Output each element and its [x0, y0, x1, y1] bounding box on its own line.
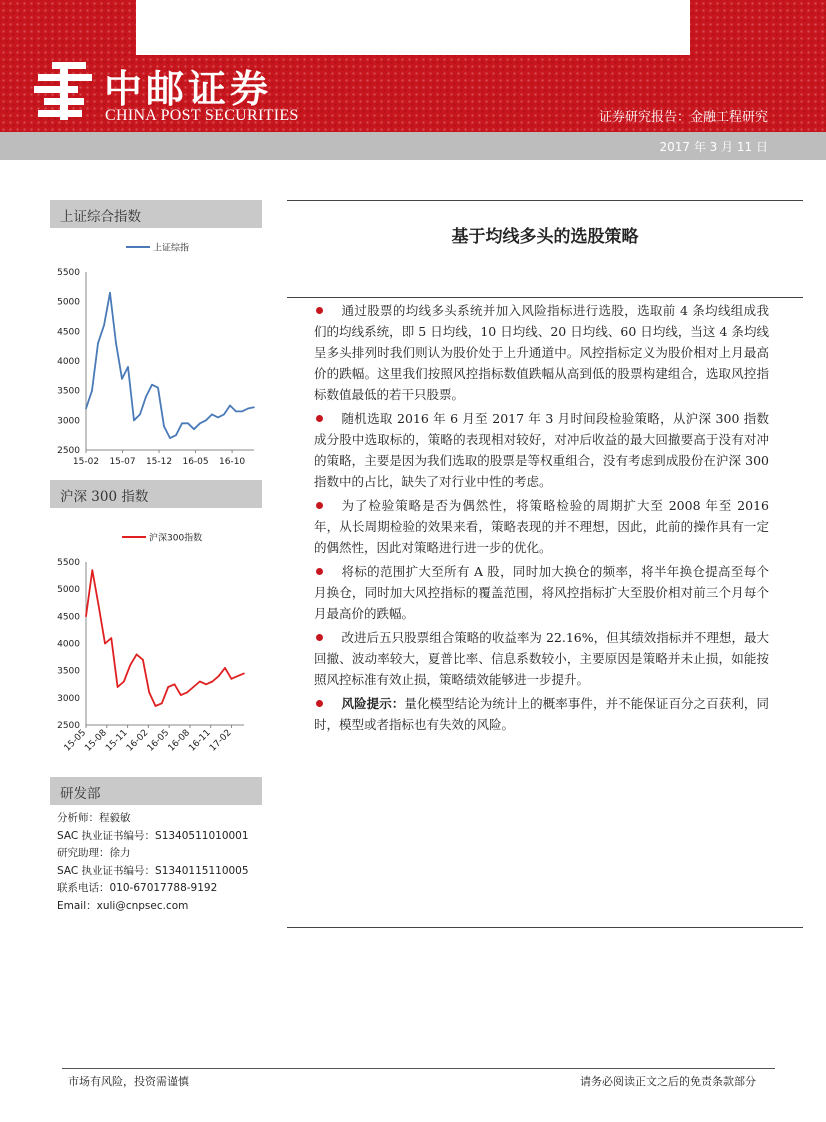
data-point — [218, 675, 220, 677]
data-point — [223, 414, 225, 416]
data-point — [110, 637, 112, 639]
header-banner — [0, 0, 826, 132]
data-point — [163, 425, 165, 427]
report-type: 证券研究报告：金融工程研究 — [598, 110, 768, 125]
footer-risk-note: 市场有风险，投资需谨慎 — [68, 1075, 189, 1088]
risk-text: 量化模型结论为统计上的概率事件，并不能保证百分之百获利，同时，模型或者指标也有失效的风险。 — [314, 696, 769, 732]
y-tick-label: 5000 — [57, 297, 80, 308]
data-point — [91, 390, 93, 392]
bullet-dot-icon — [316, 568, 323, 575]
data-point — [211, 414, 213, 416]
data-point — [98, 605, 100, 607]
data-point — [231, 678, 233, 680]
data-point — [142, 659, 144, 661]
data-point — [104, 643, 106, 645]
main-bottom-rule — [287, 927, 803, 928]
x-tick-label: 16-05 — [145, 728, 172, 754]
risk-warning — [314, 693, 769, 735]
data-point — [193, 428, 195, 430]
data-point — [97, 342, 99, 344]
contact-phone: 联系电话：010-67017788-9192 — [57, 882, 218, 894]
hs300-section-title: 沪深 300 指数 — [50, 480, 262, 508]
sh-index-chart — [50, 232, 262, 472]
title-top-rule — [287, 200, 803, 201]
y-tick-label: 3500 — [57, 666, 80, 677]
data-point — [237, 675, 239, 677]
x-tick-label: 16-05 — [182, 457, 209, 467]
china-post-logo-icon — [34, 62, 96, 120]
date-bar — [0, 132, 826, 160]
y-tick-label: 2500 — [57, 721, 80, 731]
risk-label: 风险提示： — [341, 696, 405, 711]
data-point — [224, 667, 226, 669]
x-tick-label: 15-11 — [104, 728, 130, 754]
data-point — [109, 292, 111, 294]
data-point — [127, 366, 129, 368]
data-point — [151, 384, 153, 386]
data-point — [129, 664, 131, 666]
data-point — [133, 420, 135, 422]
data-point — [199, 681, 201, 683]
x-tick-label: 15-07 — [109, 457, 136, 467]
data-point — [85, 408, 87, 410]
summary-bullets — [314, 300, 769, 738]
research-contacts — [57, 810, 249, 915]
data-point — [229, 405, 231, 407]
data-point — [85, 616, 87, 618]
y-tick-label: 3500 — [57, 386, 80, 397]
summary-bullet: 改进后五只股票组合策略的收益率为 22.16%，但其绩效指标并不理想，最大回撤、波动率较大，夏普比率、信息系数较小，主要原因是策略并未止损，如能按照风控标准有效止损，策略绩效能够进一步提升。 — [314, 630, 769, 687]
series-line — [86, 293, 254, 438]
data-point — [186, 692, 188, 694]
assistant-name: 研究助理：徐力 — [57, 847, 131, 859]
hs300-chart — [50, 512, 262, 774]
bullet-dot-icon — [316, 502, 323, 509]
x-tick-label: 16-10 — [219, 457, 246, 467]
data-point — [148, 692, 150, 694]
analyst-sac: SAC 执业证书编号：S1340511010001 — [57, 829, 249, 842]
y-tick-label: 4500 — [57, 612, 80, 623]
y-tick-label: 3000 — [57, 416, 80, 427]
x-tick-label: 16-08 — [166, 728, 193, 754]
legend-label: 上证综指 — [153, 243, 190, 254]
data-point — [115, 342, 117, 344]
sh-index-section-title: 上证综合指数 — [50, 200, 262, 228]
data-point — [253, 406, 255, 408]
title-bottom-rule — [287, 297, 803, 298]
data-point — [139, 414, 141, 416]
summary-bullet: 通过股票的均线多头系统并加入风险指标进行选股，选取前 4 条均线组成我们的均线系统，即 5 日均线，10 日均线、20 日均线、60 日均线，当这 4 条均线呈多头排列时我们则认为股价处于上升通道中。风控指标定义为股价相对上月最高价的跌幅。这里我们按照风控指标数值跌幅从高到低的股票构建组合，选取风控指标数值最低的若干只股票。 — [314, 303, 769, 402]
data-point — [92, 569, 94, 571]
y-tick-label: 5000 — [57, 585, 80, 596]
data-point — [205, 683, 207, 685]
data-point — [235, 411, 237, 413]
summary-bullet: 将标的范围扩大至所有 A 股，同时加大换仓的频率，将半年换仓提高至每个月换仓，同时加大风控指标的覆盖范围，将风控指标扩大至股价相对前三个月每个月最高价的跌幅。 — [314, 564, 769, 621]
summary-bullet: 为了检验策略是否为偶然性，将策略检验的周期扩大至 2008 年至 2016 年，从长周期检验的效果来看，策略表现的并不理想，因此，此前的操作具有一定的偶然性，因此对策略进行进一步的优化。 — [314, 498, 769, 555]
report-title: 基于均线多头的选股策略 — [451, 227, 639, 247]
footer-rule — [62, 1068, 775, 1069]
analyst-name: 分析师：程毅敏 — [57, 812, 131, 824]
bullet-dot-icon — [316, 415, 323, 422]
bullet-dot-icon — [316, 307, 323, 314]
x-tick-label: 16-02 — [124, 728, 151, 754]
header-blank-box — [136, 0, 690, 55]
data-point — [199, 423, 201, 425]
data-point — [181, 423, 183, 425]
data-point — [243, 673, 245, 675]
bullet-dot-icon — [316, 700, 323, 707]
data-point — [145, 396, 147, 398]
report-date: 2017 年 3 月 11 日 — [659, 140, 768, 154]
data-point — [175, 434, 177, 436]
data-point — [174, 683, 176, 685]
data-point — [193, 686, 195, 688]
brand-name-en: CHINA POST SECURITIES — [105, 107, 299, 124]
data-point — [180, 694, 182, 696]
data-point — [161, 702, 163, 704]
brand-name-cn: 中邮证券 — [104, 66, 273, 111]
data-point — [187, 423, 189, 425]
data-point — [247, 408, 249, 410]
data-point — [205, 420, 207, 422]
data-point — [136, 654, 138, 656]
data-point — [241, 411, 243, 413]
data-point — [121, 378, 123, 380]
y-tick-label: 4000 — [57, 357, 80, 367]
data-point — [117, 686, 119, 688]
data-point — [155, 705, 157, 707]
y-tick-label: 2500 — [57, 446, 80, 456]
x-tick-label: 16-11 — [187, 728, 213, 754]
x-tick-label: 15-08 — [83, 728, 109, 754]
y-tick-label: 4500 — [57, 327, 80, 338]
y-tick-label: 3000 — [57, 693, 80, 704]
y-tick-label: 5500 — [57, 558, 80, 568]
x-tick-label: 15-12 — [145, 457, 173, 467]
summary-bullet: 随机选取 2016 年 6 月至 2017 年 3 月时间段检验策略，从沪深 300 指数成分股中选取标的，策略的表现相对较好，对冲后收益的最大回撤要高于没有对冲的策略，主要是因为我们选取的股票是等权重组合，没有考虑到成股份在沪深 300 指数中的占比，缺失了对行业中性的考虑。 — [314, 411, 769, 489]
data-point — [217, 417, 219, 419]
contact-email[interactable]: Email：xuli@cnpsec.com — [57, 899, 189, 912]
x-tick-label: 17-02 — [208, 728, 234, 754]
data-point — [212, 681, 214, 683]
bullet-dot-icon — [316, 634, 323, 641]
x-tick-label: 15-02 — [72, 457, 100, 467]
y-tick-label: 4000 — [57, 639, 80, 650]
data-point — [167, 686, 169, 688]
series-line — [86, 570, 244, 706]
assistant-sac: SAC 执业证书编号：S1340115110005 — [57, 864, 249, 877]
y-tick-label: 5500 — [57, 268, 80, 278]
footer-disclaimer-note: 请务必阅读正文之后的免责条款部分 — [580, 1075, 756, 1088]
data-point — [157, 387, 159, 389]
data-point — [169, 437, 171, 439]
data-point — [103, 325, 105, 327]
x-tick-label: 15-05 — [62, 728, 89, 754]
research-section-title: 研发部 — [50, 777, 262, 805]
legend-label: 沪深300指数 — [149, 533, 203, 544]
data-point — [123, 681, 125, 683]
